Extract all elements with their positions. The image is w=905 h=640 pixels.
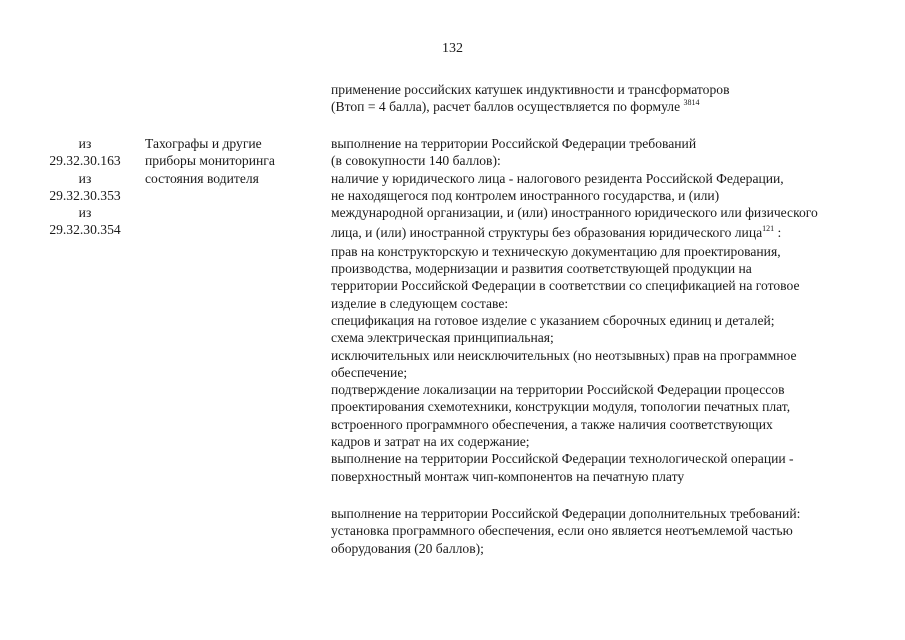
requirement-line: выполнение на территории Российской Федерации требований [331, 136, 697, 151]
okpd-code: 29.32.30.353 [49, 187, 121, 203]
requirement-line: встроенного программного обеспечения, а также наличия соответствующих [331, 416, 773, 432]
product-name-line: Тахографы и другие [145, 136, 262, 151]
requirement-line: установка программного обеспечения, если оно является неотъемлемой частью [331, 523, 793, 539]
requirement-line: обеспечение; [331, 364, 408, 380]
footnote-marker: 38 [683, 98, 692, 108]
requirement-line: проектирования схемотехники, конструкции модуля, топологии печатных плат, [331, 399, 791, 415]
requirement-text: (Втоп = 4 балла), расчет баллов осуществляется по формуле [331, 99, 681, 115]
product-name-line: приборы мониторинга [145, 153, 275, 169]
requirement-line: производства, модернизации и развития соответствующей продукции на [331, 261, 752, 277]
requirement-line-with-footnote [331, 98, 876, 115]
okpd-code: 29.32.30.354 [49, 222, 121, 238]
code-prefix: из [78, 205, 92, 221]
code-prefix: из [78, 170, 92, 186]
requirement-line: подтверждение локализации на территории Российской Федерации процессов [331, 382, 785, 398]
okpd-code: 29.32.30.163 [49, 153, 121, 169]
requirement-line: прав на конструкторскую и техническую документацию для проектирования, [331, 243, 781, 259]
requirement-line: выполнение на территории Российской Федерации технологической операции - [331, 451, 794, 467]
requirement-line: наличие у юридического лица - налогового резидента Российской Федерации, [331, 170, 784, 186]
product-name-line: состояния водителя [145, 170, 259, 186]
requirement-line: применение российских катушек индуктивности и трансформаторов [331, 82, 730, 97]
requirement-line: кадров и затрат на их содержание; [331, 434, 530, 450]
requirement-text: : [774, 225, 782, 241]
requirement-text: лица, и (или) иностранной структуры без образования юридического лица [331, 225, 763, 241]
requirement-line: изделие в следующем составе: [331, 295, 509, 311]
requirement-line: оборудования (20 баллов); [331, 540, 484, 556]
requirement-line: не находящегося под контролем иностранного государства, и (или) [331, 187, 720, 203]
requirement-line-with-footnote [331, 224, 876, 241]
requirement-line: исключительных или неисключительных (но неотзывных) прав на программное [331, 347, 797, 363]
requirements-list [331, 135, 876, 485]
requirement-line: схема электрическая принципиальная; [331, 330, 554, 346]
requirement-line: международной организации, и (или) иностранного юридического или физического [331, 205, 818, 221]
requirement-line: территории Российской Федерации в соответствии со спецификацией на готовое [331, 278, 800, 294]
footnote-marker: 1 [770, 224, 775, 234]
previous-row-requirements [331, 81, 876, 116]
page-number: 132 [442, 41, 463, 56]
footnote-marker: 12 [762, 224, 771, 234]
okpd-codes [44, 135, 126, 239]
requirement-line: (в совокупности 140 баллов): [331, 153, 501, 169]
requirement-line: поверхностный монтаж чип-компонентов на печатную плату [331, 468, 685, 484]
footnote-marker: 14 [691, 98, 700, 108]
additional-requirements [331, 505, 876, 557]
product-name [145, 135, 320, 187]
requirement-line: выполнение на территории Российской Федерации дополнительных требований: [331, 506, 801, 521]
code-prefix: из [78, 136, 92, 151]
requirement-line: спецификация на готовое изделие с указанием сборочных единиц и деталей; [331, 312, 775, 328]
